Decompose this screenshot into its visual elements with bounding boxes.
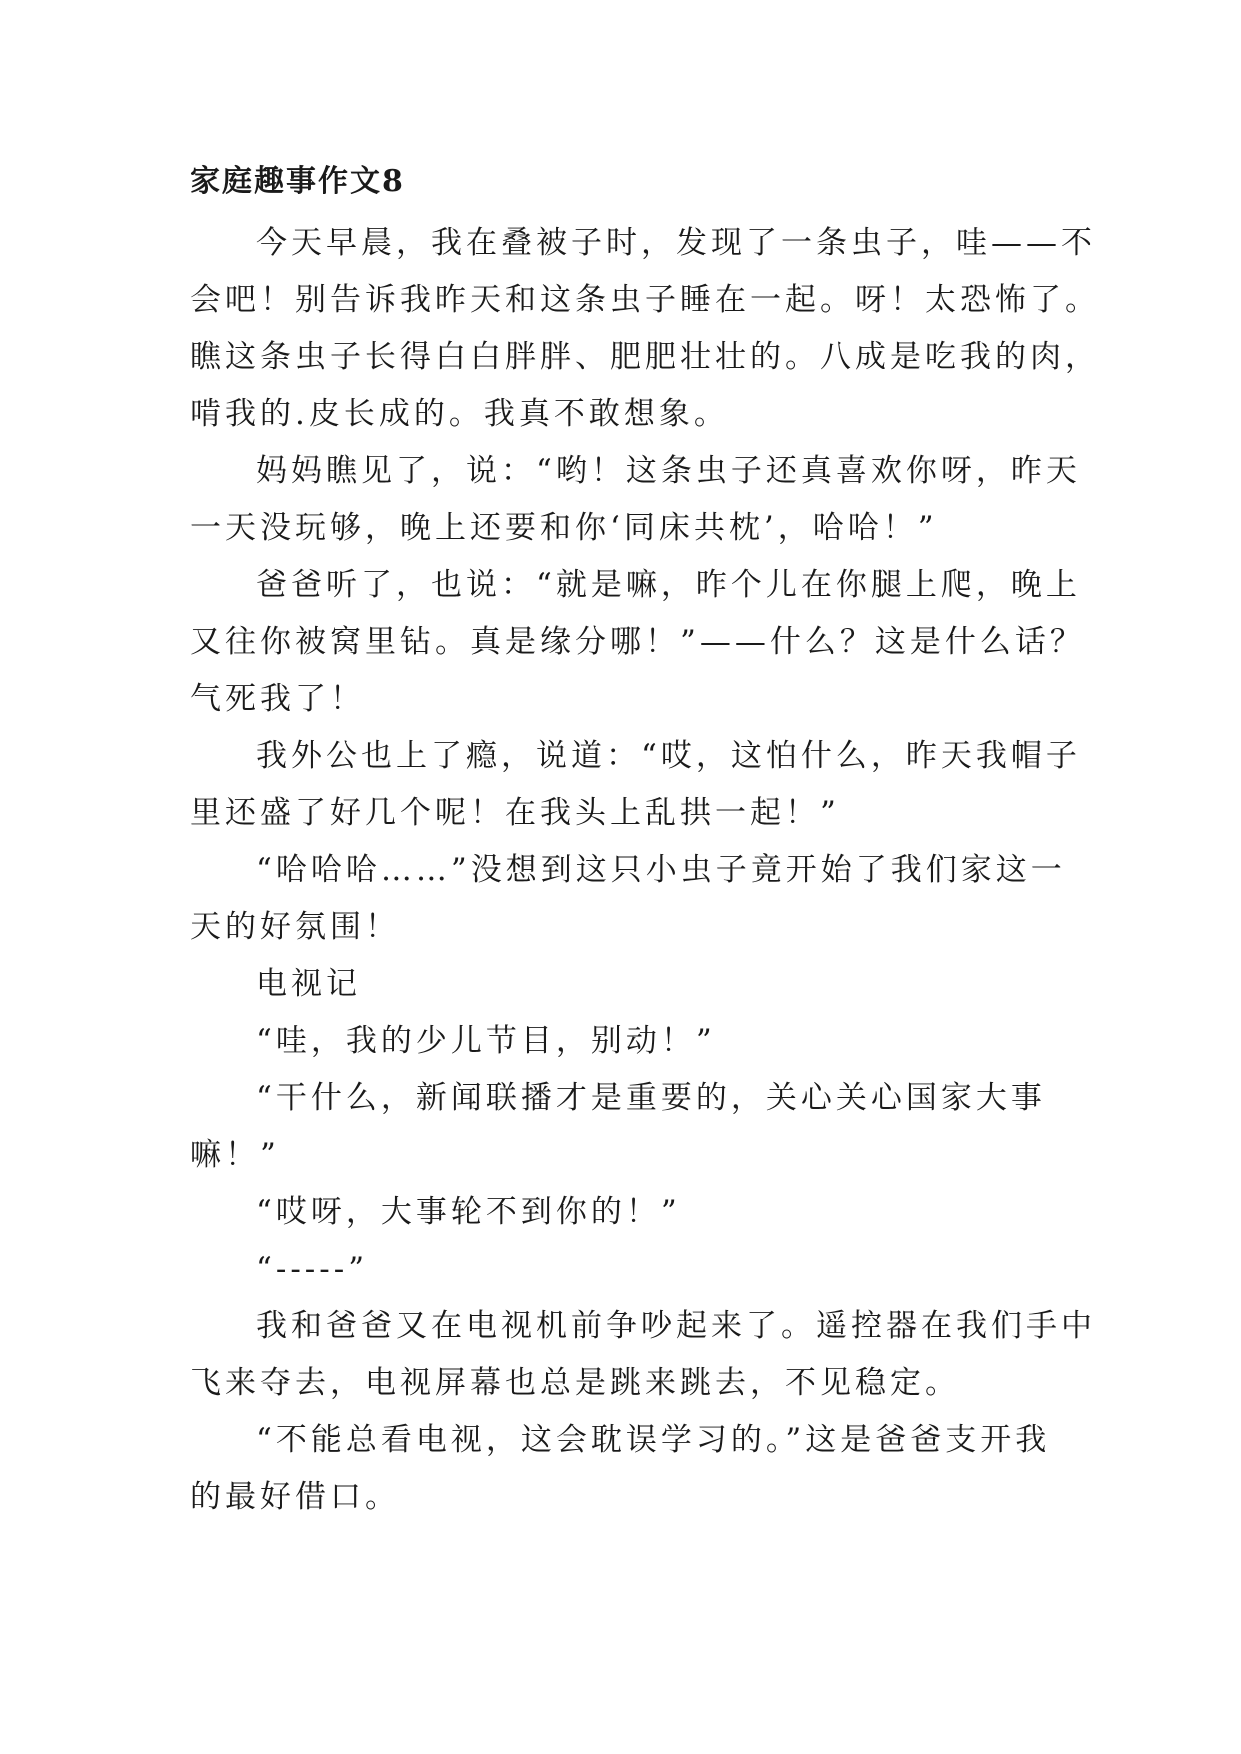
text-line: 飞来夺去，电视屏幕也总是跳来跳去，不见稳定。 bbox=[190, 1365, 960, 1401]
text-line: “-----” bbox=[256, 1251, 369, 1287]
text-line: “哈哈哈……”没想到这只小虫子竟开始了我们家这一 bbox=[256, 852, 1066, 888]
text-line: 一天没玩够，晚上还要和你‘同床共枕’，哈哈！” bbox=[190, 510, 938, 546]
text-line: 我外公也上了瘾，说道：“哎，这怕什么，昨天我帽子 bbox=[256, 738, 1081, 774]
text-line: 会吧！别告诉我昨天和这条虫子睡在一起。呀！太恐怖了。 bbox=[190, 282, 1100, 318]
text-line: “哎呀，大事轮不到你的！” bbox=[256, 1194, 681, 1230]
text-line: 天的好氛围！ bbox=[190, 909, 400, 945]
section-heading: 电视记 bbox=[256, 966, 361, 1002]
text-line: “哇，我的少儿节目，别动！” bbox=[256, 1023, 716, 1059]
text-line: 里还盛了好几个呢！在我头上乱拱一起！” bbox=[190, 795, 840, 831]
text-line: 妈妈瞧见了，说：“哟！这条虫子还真喜欢你呀，昨天 bbox=[256, 453, 1081, 489]
document-title: 家庭趣事作文8 bbox=[190, 164, 405, 199]
text-line: 我和爸爸又在电视机前争吵起来了。遥控器在我们手中 bbox=[256, 1308, 1096, 1344]
text-line: “不能总看电视，这会耽误学习的。”这是爸爸支开我 bbox=[256, 1422, 1051, 1458]
text-line: 啃我的.皮长成的。我真不敢想象。 bbox=[190, 396, 729, 432]
text-line: 瞧这条虫子长得白白胖胖、肥肥壮壮的。八成是吃我的肉， bbox=[190, 339, 1100, 375]
text-line: 气死我了！ bbox=[190, 681, 365, 717]
text-line: 爸爸听了，也说：“就是嘛，昨个儿在你腿上爬，晚上 bbox=[256, 567, 1081, 603]
text-line: 今天早晨，我在叠被子时，发现了一条虫子，哇——不 bbox=[256, 225, 1096, 261]
text-line: 又往你被窝里钻。真是缘分哪！”——什么？这是什么话？ bbox=[190, 624, 1085, 660]
text-line: “干什么，新闻联播才是重要的，关心关心国家大事 bbox=[256, 1080, 1046, 1116]
text-line: 的最好借口。 bbox=[190, 1479, 400, 1515]
text-line: 嘛！” bbox=[190, 1137, 280, 1173]
